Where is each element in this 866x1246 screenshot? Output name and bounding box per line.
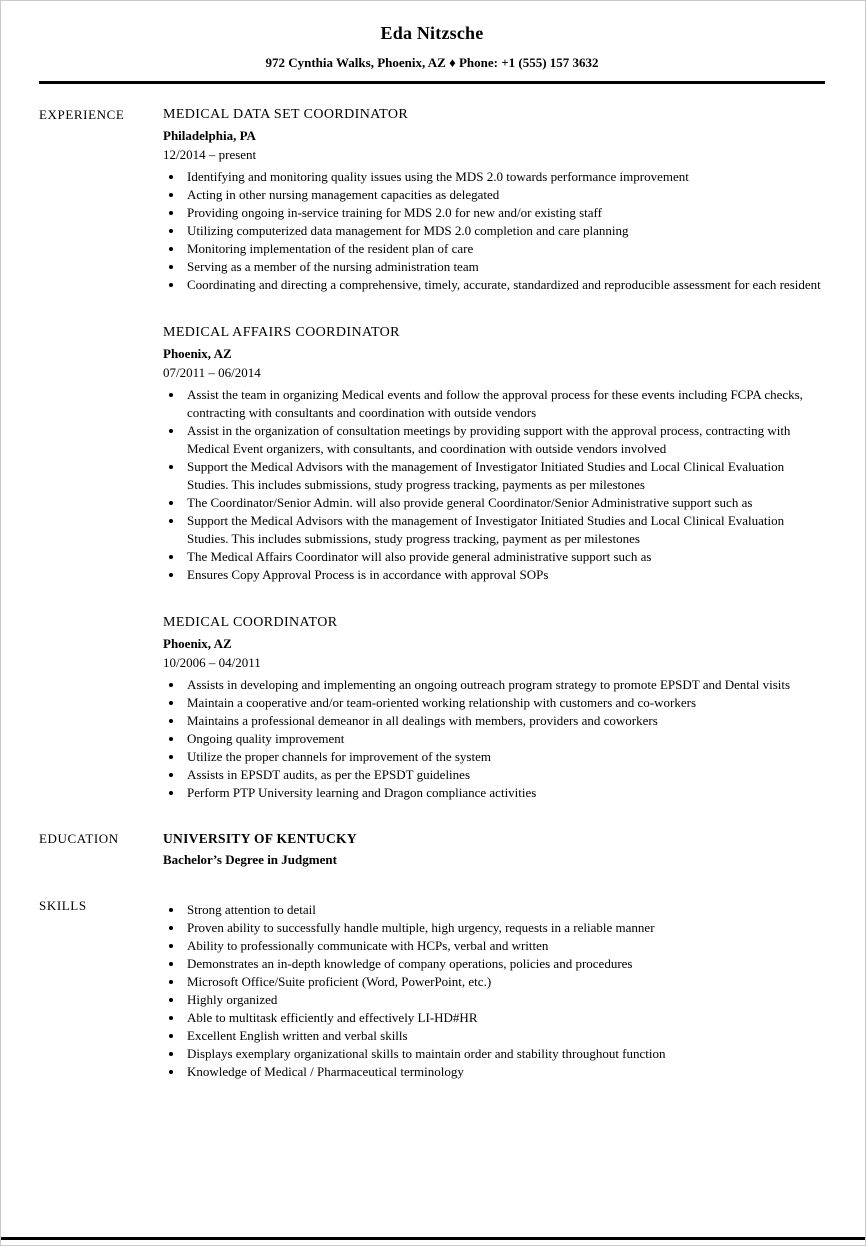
bullet-item: • Assists in EPSDT audits, as per the EPSDT guidelines — [184, 766, 825, 784]
job-entry — [163, 106, 825, 294]
education-content — [163, 830, 825, 869]
bullet-item: • Acting in other nursing management capacities as delegated — [184, 186, 825, 204]
job-dates: 07/2011 – 06/2014 — [163, 365, 261, 380]
bullet-item: • Coordinating and directing a comprehensive, timely, accurate, standardized and reproducible assessment for each resident — [184, 276, 825, 294]
bullet-item: • Perform PTP University learning and Dragon compliance activities — [184, 784, 825, 802]
skill-item: • Able to multitask efficiently and effectively LI-HD#HR — [184, 1009, 825, 1027]
skills-list — [163, 901, 825, 1081]
job-dates: 12/2014 – present — [163, 147, 257, 162]
skill-item: • Proven ability to successfully handle multiple, high urgency, requests in a reliable manner — [184, 919, 825, 937]
education-label: EDUCATION — [39, 831, 119, 846]
bullet-item: • Identifying and monitoring quality issues using the MDS 2.0 towards performance improvement — [184, 168, 825, 186]
skill-item: • Strong attention to detail — [184, 901, 825, 919]
header-divider — [39, 81, 825, 84]
skill-item: • Displays exemplary organizational skills to maintain order and stability throughout function — [184, 1045, 825, 1063]
job-location: Philadelphia, PA — [163, 128, 256, 143]
bullet-item: • Maintain a cooperative and/or team-oriented working relationship with customers and co-workers — [184, 694, 825, 712]
job-bullets — [163, 386, 825, 584]
bullet-item: • Ensures Copy Approval Process is in accordance with approval SOPs — [184, 566, 825, 584]
bullet-item: • Monitoring implementation of the resident plan of care — [184, 240, 825, 258]
bullet-item: • The Coordinator/Senior Admin. will also provide general Coordinator/Senior Administrative support such as — [184, 494, 825, 512]
job-location: Phoenix, AZ — [163, 636, 232, 651]
contact-line: 972 Cynthia Walks, Phoenix, AZ ♦ Phone: +1 (555) 157 3632 — [265, 55, 599, 70]
bullet-item: • Assist in the organization of consultation meetings by providing support with the approval process, contracting with Medical Event organizers, with consultants, and coordination with outside vendors involved — [184, 422, 825, 458]
job-entry — [163, 324, 825, 584]
bullet-item: • The Medical Affairs Coordinator will also provide general administrative support such as — [184, 548, 825, 566]
experience-label: EXPERIENCE — [39, 107, 125, 122]
skills-content — [163, 897, 825, 1081]
job-entry — [163, 614, 825, 802]
job-title: MEDICAL AFFAIRS COORDINATOR — [163, 325, 400, 340]
section-skills — [39, 897, 825, 1081]
section-experience — [39, 106, 825, 802]
job-title: MEDICAL COORDINATOR — [163, 615, 338, 630]
bullet-item: • Assist the team in organizing Medical events and follow the approval process for these events including FCPA checks, contracting with consultants and coordination with outside vendors — [184, 386, 825, 422]
job-bullets — [163, 676, 825, 802]
section-education — [39, 830, 825, 869]
bullet-item: • Ongoing quality improvement — [184, 730, 825, 748]
resume-header — [39, 23, 825, 71]
skill-item: • Demonstrates an in-depth knowledge of company operations, policies and procedures — [184, 955, 825, 973]
resume-body — [39, 106, 825, 1081]
candidate-name: Eda Nitzsche — [380, 23, 484, 43]
education-degree: Bachelor’s Degree in Judgment — [163, 852, 337, 867]
skill-item: • Highly organized — [184, 991, 825, 1009]
bullet-item: • Providing ongoing in-service training for MDS 2.0 for new and/or existing staff — [184, 204, 825, 222]
job-dates: 10/2006 – 04/2011 — [163, 655, 261, 670]
job-location: Phoenix, AZ — [163, 346, 232, 361]
bullet-item: • Utilize the proper channels for improvement of the system — [184, 748, 825, 766]
education-school: UNIVERSITY OF KENTUCKY — [163, 831, 357, 846]
job-title: MEDICAL DATA SET COORDINATOR — [163, 107, 409, 122]
skills-label: SKILLS — [39, 898, 87, 913]
skill-item: • Ability to professionally communicate with HCPs, verbal and written — [184, 937, 825, 955]
skill-item: • Knowledge of Medical / Pharmaceutical terminology — [184, 1063, 825, 1081]
job-bullets — [163, 168, 825, 294]
experience-jobs — [163, 106, 825, 802]
bullet-item: • Serving as a member of the nursing administration team — [184, 258, 825, 276]
skill-item: • Microsoft Office/Suite proficient (Word, PowerPoint, etc.) — [184, 973, 825, 991]
page-bottom-edge — [1, 1237, 865, 1240]
skill-item: • Excellent English written and verbal skills — [184, 1027, 825, 1045]
bullet-item: • Maintains a professional demeanor in all dealings with members, providers and coworkers — [184, 712, 825, 730]
bullet-item: • Assists in developing and implementing an ongoing outreach program strategy to promote EPSDT and Dental visits — [184, 676, 825, 694]
bullet-item: • Support the Medical Advisors with the management of Investigator Initiated Studies and Local Clinical Evaluation Studies. This includes submissions, study progress tracking, payment as per milestones — [184, 512, 825, 548]
bullet-item: • Support the Medical Advisors with the management of Investigator Initiated Studies and Local Clinical Evaluation Studies. This includes submissions, study progress tracking, payments as per milestones — [184, 458, 825, 494]
bullet-item: • Utilizing computerized data management for MDS 2.0 completion and care planning — [184, 222, 825, 240]
